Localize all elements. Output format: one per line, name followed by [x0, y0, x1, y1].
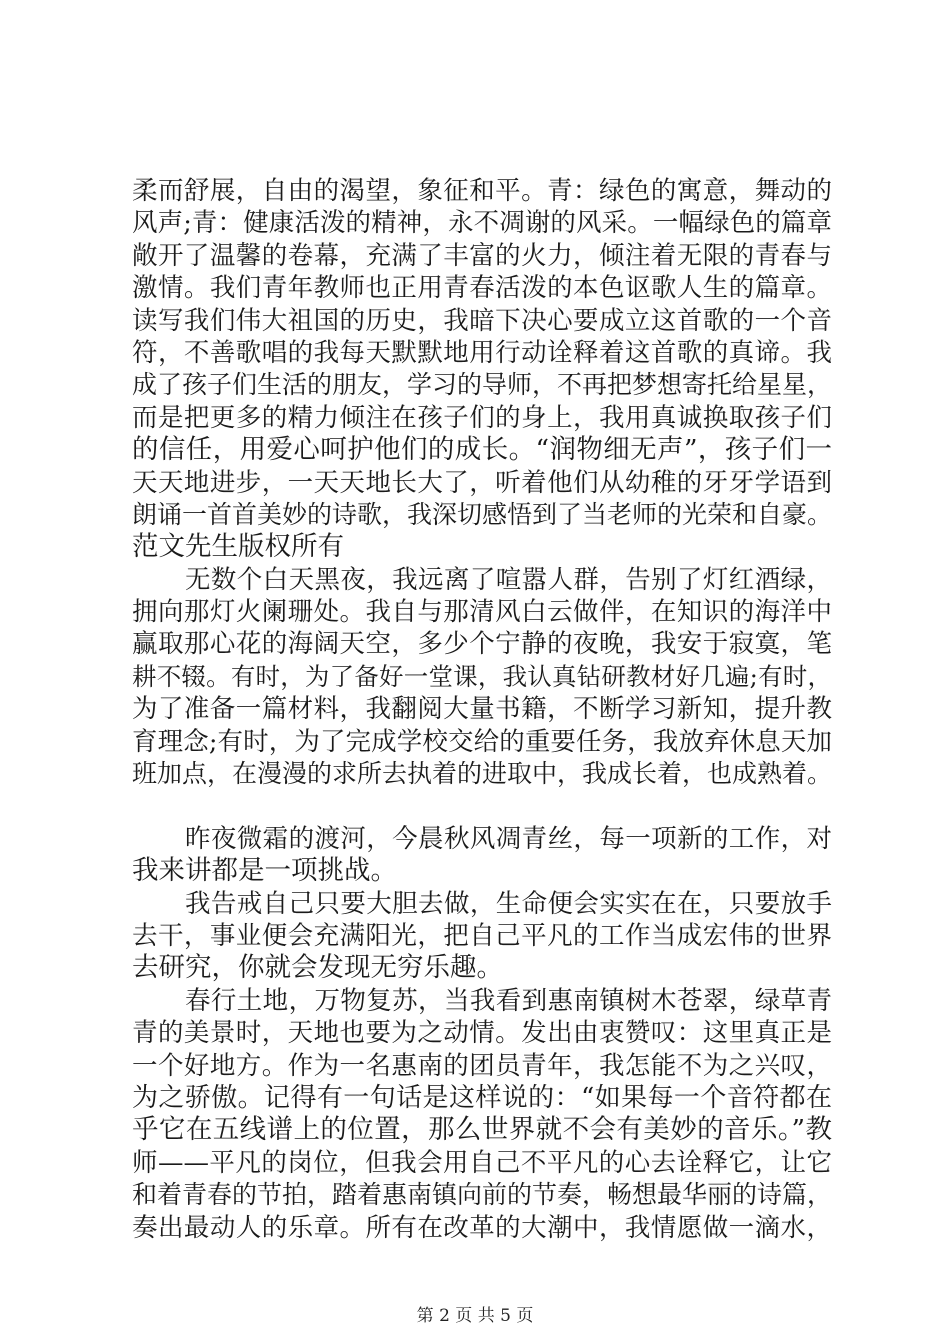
- text-line: 育理念;有时，为了完成学校交给的重要任务，我放弃休息天加: [132, 726, 832, 757]
- text-line: 成了孩子们生活的朋友，学习的导师，不再把梦想寄托给星星，: [132, 370, 833, 400]
- text-line: 春行土地，万物复苏，当我看到惠南镇树木苍翠，绿草青: [185, 985, 832, 1016]
- text-line: 激情。我们青年教师也正用青春活泼的本色讴歌人生的篇章。: [132, 273, 832, 304]
- text-line: 奏出最动人的乐章。所有在改革的大潮中，我情愿做一滴水，: [132, 1212, 832, 1243]
- text-line: 为之骄傲。记得有一句话是这样说的：“如果每一个音符都在: [132, 1082, 832, 1113]
- text-line: 赢取那心花的海阔天空，多少个宁静的夜晚，我安于寂寞，笔: [132, 629, 832, 660]
- text-line: 青的美景时，天地也要为之动情。发出由衷赞叹：这里真正是: [132, 1018, 832, 1049]
- text-line: 风声;青：健康活泼的精神，永不凋谢的风采。一幅绿色的篇章: [132, 208, 832, 239]
- text-line: 而是把更多的精力倾注在孩子们的身上，我用真诚换取孩子们: [132, 402, 832, 433]
- document-body: [132, 175, 832, 1244]
- text-line: 我来讲都是一项挑战。: [132, 855, 397, 887]
- text-line: 无数个白天黑夜，我远离了喧嚣人群，告别了灯红酒绿，: [185, 564, 832, 595]
- text-line: 昨夜微霜的渡河，今晨秋风凋青丝，每一项新的工作，对: [185, 823, 832, 854]
- text-line: 拥向那灯火阑珊处。我自与那清风白云做伴，在知识的海洋中: [132, 597, 832, 628]
- text-line: 读写我们伟大祖国的历史，我暗下决心要成立这首歌的一个音: [132, 305, 832, 336]
- paragraph-gap: [132, 790, 832, 822]
- text-line: 一个好地方。作为一名惠南的团员青年，我怎能不为之兴叹，: [132, 1050, 832, 1081]
- text-line: 朗诵一首首美妙的诗歌，我深切感悟到了当老师的光荣和自豪。: [132, 499, 833, 529]
- text-line: 师——平凡的岗位，但我会用自己不平凡的心去诠释它，让它: [132, 1147, 832, 1178]
- text-line: 天天地进步，一天天地长大了，听着他们从幼稚的牙牙学语到: [132, 467, 832, 498]
- text-line: 的信任，用爱心呵护他们的成长。“润物细无声”，孩子们一: [132, 434, 832, 466]
- text-line: 敞开了温馨的卷幕，充满了丰富的火力，倾注着无限的青春与: [132, 240, 832, 271]
- text-line: 和着青春的节拍，踏着惠南镇向前的节奏，畅想最华丽的诗篇，: [132, 1180, 833, 1210]
- text-line: 去研究，你就会发现无穷乐趣。: [132, 952, 503, 984]
- text-line: 柔而舒展，自由的渴望，象征和平。青：绿色的寓意，舞动的: [132, 176, 832, 206]
- text-line: 班加点，在漫漫的求所去执着的进取中，我成长着，也成熟着。: [132, 759, 833, 789]
- text-line: 符，不善歌唱的我每天默默地用行动诠释着这首歌的真谛。我: [132, 337, 832, 368]
- text-line: 范文先生版权所有: [132, 531, 344, 563]
- text-line: 耕不辍。有时，为了备好一堂课，我认真钻研教材好几遍;有时，: [132, 661, 832, 691]
- text-line: 乎它在五线谱上的位置，那么世界就不会有美妙的音乐。”教: [132, 1114, 832, 1146]
- text-line: 我告戒自己只要大胆去做，生命便会实实在在，只要放手: [185, 888, 832, 919]
- text-line: 去干，事业便会充满阳光，把自己平凡的工作当成宏伟的世界: [132, 920, 832, 951]
- page-number-footer: 第 2 页 共 5 页: [416, 1306, 534, 1326]
- text-line: 为了准备一篇材料，我翻阅大量书籍，不断学习新知，提升教: [132, 694, 832, 725]
